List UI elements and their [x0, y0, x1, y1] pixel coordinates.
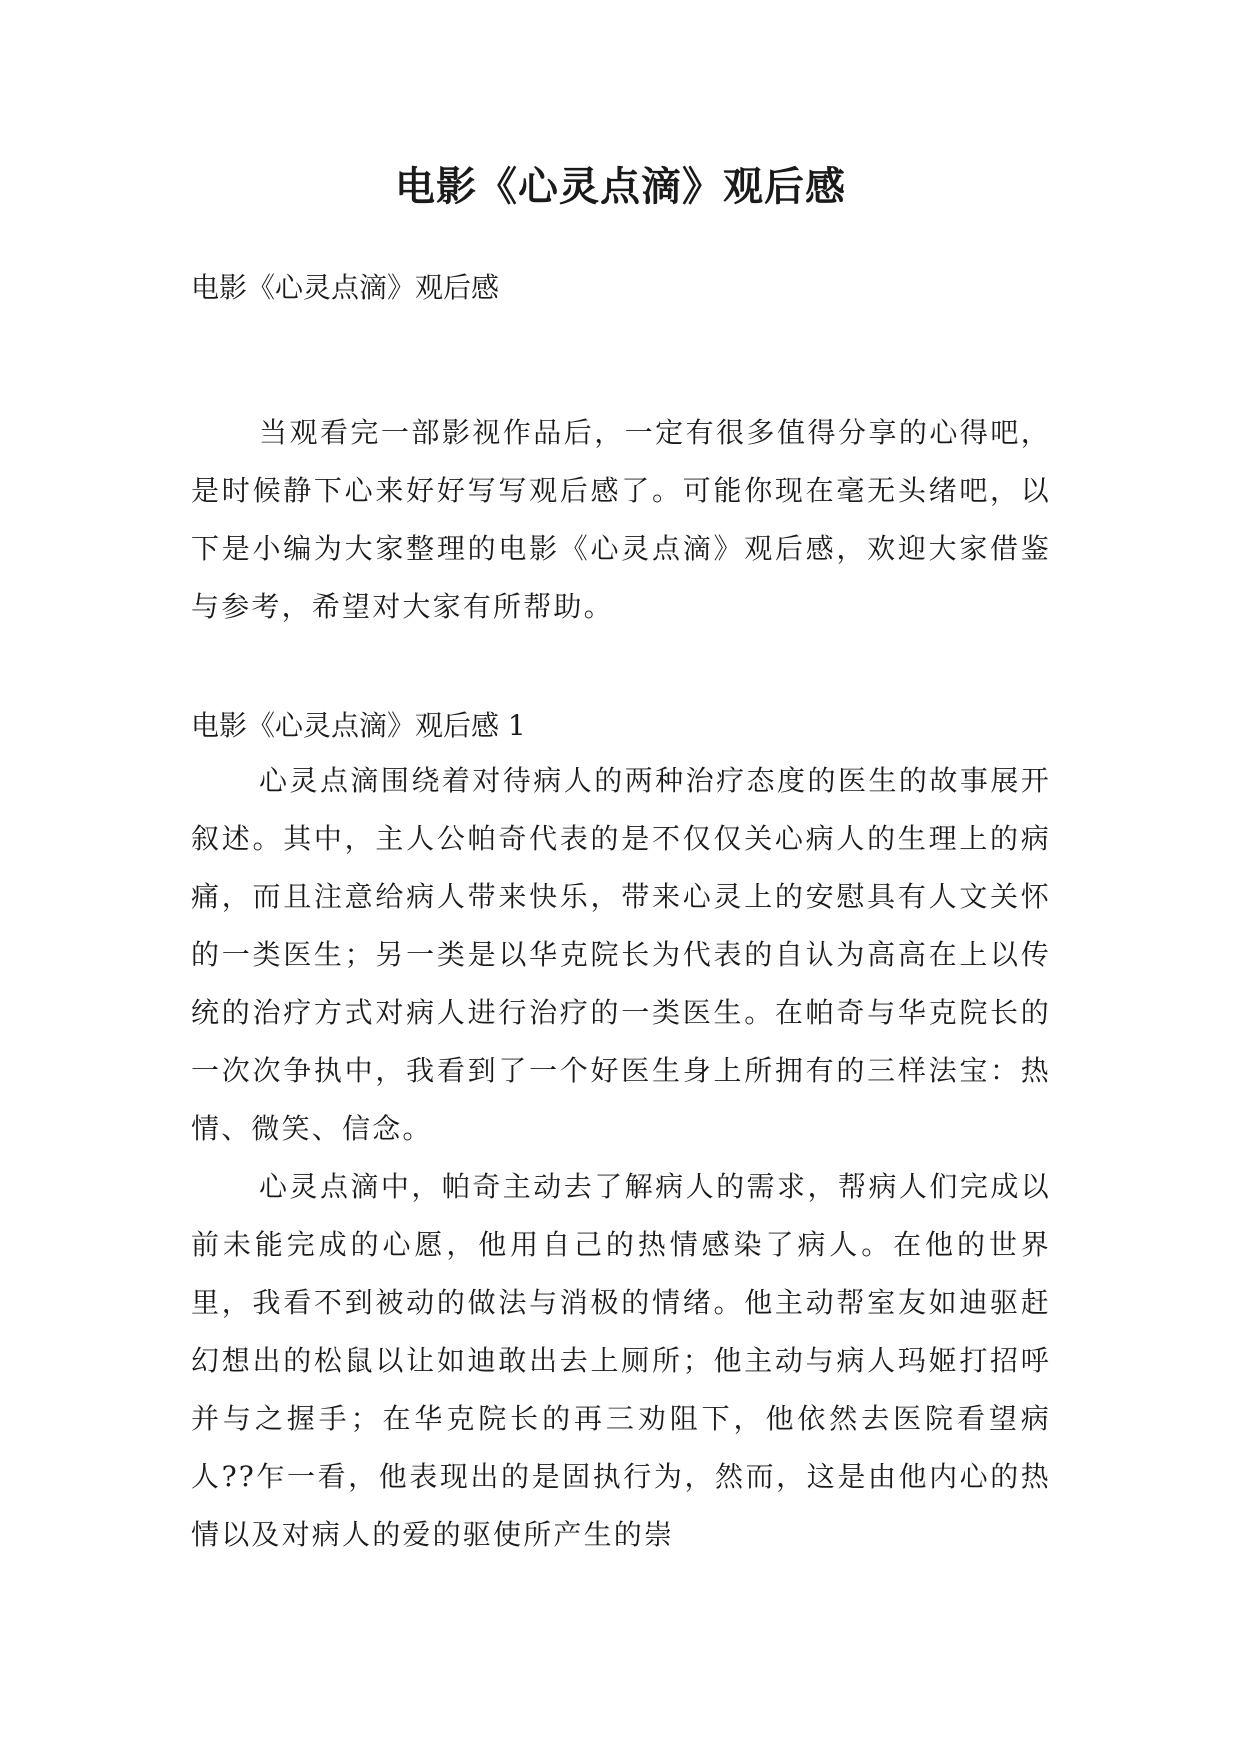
body-paragraph: 心灵点滴围绕着对待病人的两种治疗态度的医生的故事展开叙述。其中，主人公帕奇代表的是不仅仅关心病人的生理上的病痛，而且注意给病人带来快乐，带来心灵上的安慰具有人文关怀的一类医生；另一类是以华克院长为代表的自认为高高在上以传统的治疗方式对病人进行治疗的一类医生。在帕奇与华克院长的一次次争执中，我看到了一个好医生身上所拥有的三样法宝：热情、微笑、信念。: [191, 764, 1051, 1145]
body-paragraph: 心灵点滴中，帕奇主动去了解病人的需求，帮病人们完成以前未能完成的心愿，他用自己的热情感染了病人。在他的世界里，我看不到被动的做法与消极的情绪。他主动帮室友如迪驱赶幻想出的松鼠以让如迪敢出去上厕所；他主动与病人玛姬打招呼并与之握手；在华克院长的再三劝阻下，他依然去医院看望病人??乍一看，他表现出的是固执行为，然而，这是由他内心的热情以及对病人的爱的驱使所产生的崇: [191, 1170, 1051, 1551]
section-body: [191, 752, 1051, 1564]
document-subtitle: 电影《心灵点滴》观后感: [191, 271, 500, 304]
section-heading: 电影《心灵点滴》观后感 1: [191, 709, 526, 742]
intro-paragraph: 当观看完一部影视作品后，一定有很多值得分享的心得吧，是时候静下心来好好写写观后感了。可能你现在毫无头绪吧，以下是小编为大家整理的电影《心灵点滴》观后感，欢迎大家借鉴与参考，希望对大家有所帮助。: [191, 416, 1051, 623]
document-title: 电影《心灵点滴》观后感: [395, 163, 846, 210]
